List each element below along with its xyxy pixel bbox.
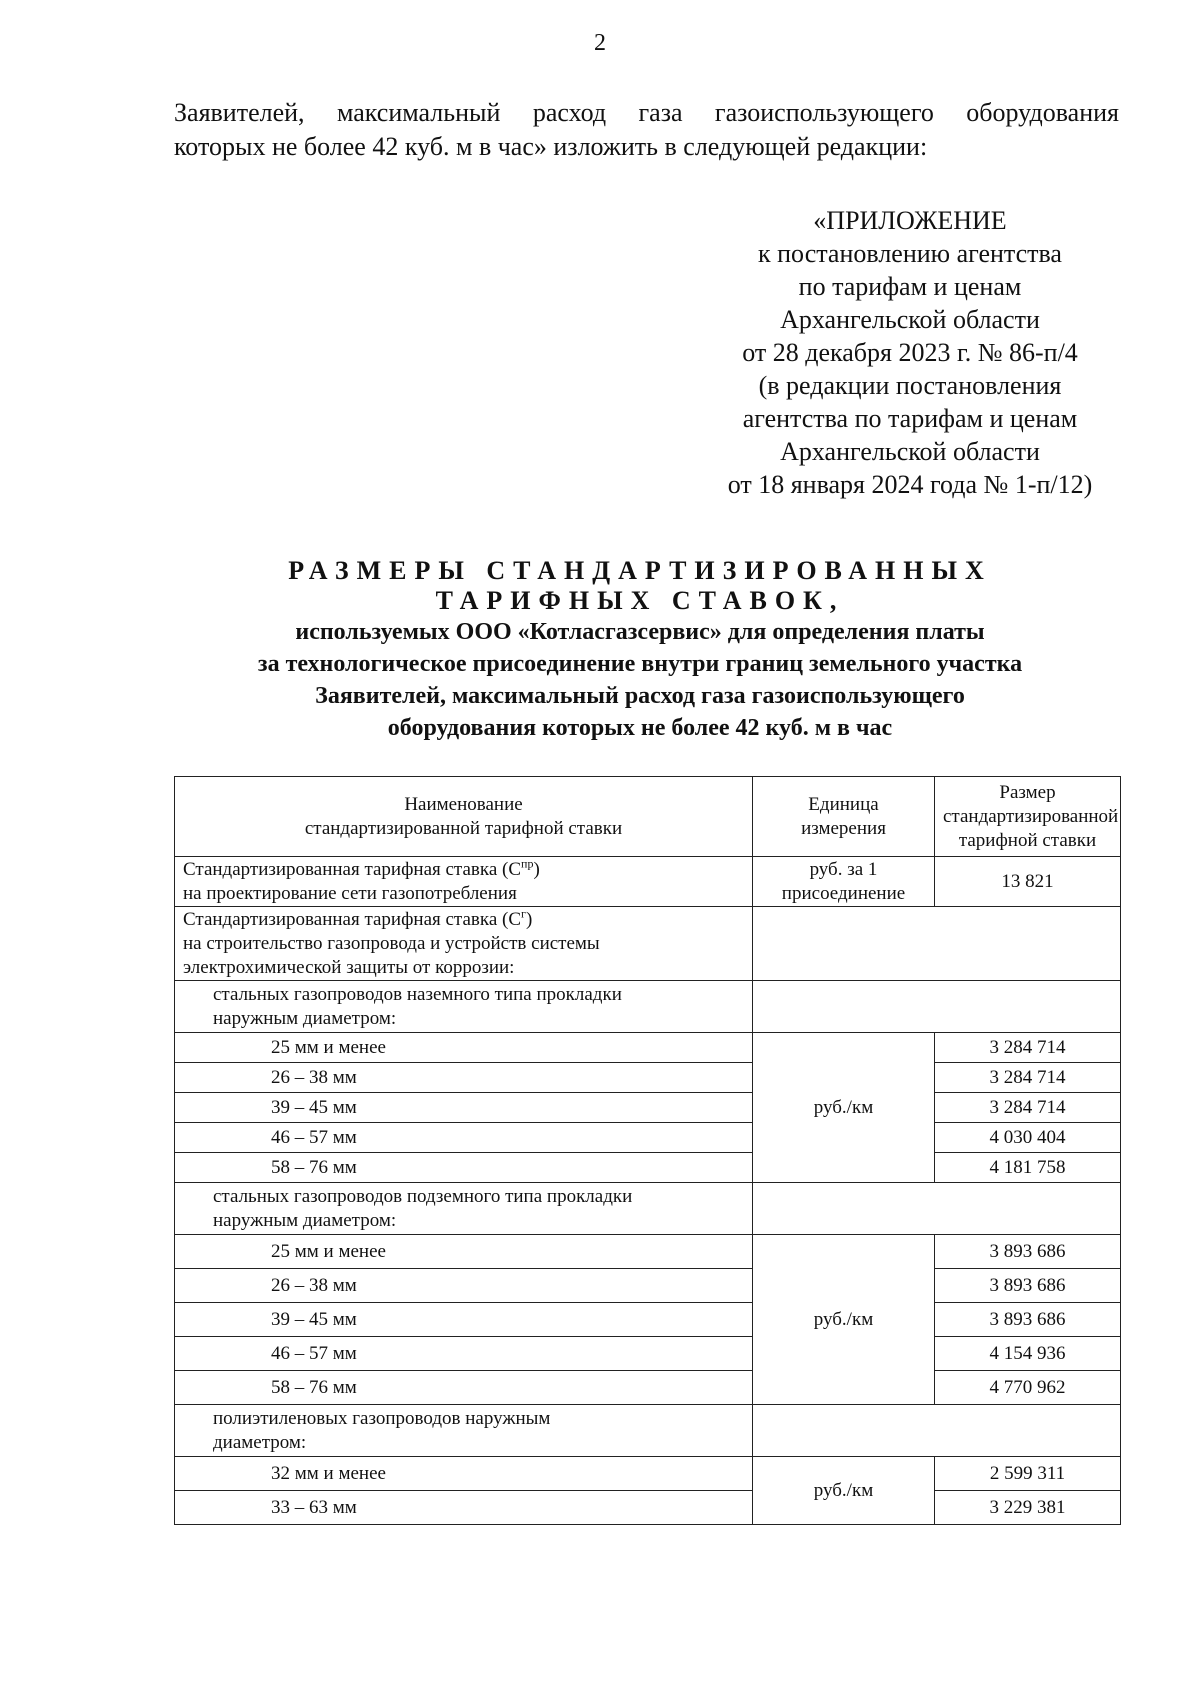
section-label	[175, 1405, 753, 1457]
construction-rate-line: на строительство газопровода и устройств системы	[183, 932, 600, 954]
header-size-line: стандартизированной	[943, 805, 1119, 827]
header-size	[935, 777, 1121, 857]
appendix-line: Архангельской области	[780, 437, 1040, 466]
table-row	[175, 1063, 1121, 1093]
document-heading	[160, 556, 1120, 744]
appendix-line: от 28 декабря 2023 г. № 86-п/4	[742, 338, 1078, 367]
table-row	[175, 1153, 1121, 1183]
table-row	[175, 1303, 1121, 1337]
intro-line: Заявителей, максимальный расход газа газоиспользующего оборудования	[174, 98, 1119, 127]
table-row	[175, 1491, 1121, 1525]
empty-cell	[753, 1405, 1121, 1457]
diameter-label: 26 – 38 мм	[175, 1269, 753, 1303]
rate-value: 4 181 758	[935, 1153, 1121, 1183]
empty-cell	[753, 907, 1121, 981]
section-header-row	[175, 1405, 1121, 1457]
table-row	[175, 1457, 1121, 1491]
table-row	[175, 857, 1121, 907]
rate-value: 3 284 714	[935, 1063, 1121, 1093]
design-rate-superscript: пр	[521, 856, 534, 871]
appendix-line: агентства по тарифам и ценам	[742, 404, 1078, 433]
diameter-label: 46 – 57 мм	[175, 1337, 753, 1371]
design-rate-value: 13 821	[935, 857, 1121, 907]
unit-cell: руб./км	[753, 1457, 935, 1525]
rate-value: 3 893 686	[935, 1303, 1121, 1337]
construction-rate-line: Стандартизированная тарифная ставка $(С^г)$	[183, 906, 533, 930]
design-unit-line: присоединение	[781, 882, 906, 904]
appendix-line: к постановлению агентства	[758, 239, 1062, 268]
page-number: 2	[594, 30, 606, 56]
design-rate-line: Стандартизированная тарифная ставка $(С^{пр})$	[183, 856, 540, 880]
table-row	[175, 1033, 1121, 1063]
header-size-line: Размер	[999, 781, 1056, 803]
diameter-label: 25 мм и менее	[175, 1033, 753, 1063]
section-label-line: наружным диаметром:	[213, 1209, 397, 1231]
section-header-row	[175, 1183, 1121, 1235]
unit-cell: руб./км	[753, 1235, 935, 1405]
diameter-label: 58 – 76 мм	[175, 1371, 753, 1405]
header-size-line: тарифной ставки	[958, 829, 1097, 851]
appendix-line: (в редакции постановления	[758, 371, 1062, 400]
heading-subtitle-line: используемых ООО «Котласгазсервис» для определения платы	[295, 619, 985, 645]
section-label	[175, 1183, 753, 1235]
rate-value: 4 154 936	[935, 1337, 1121, 1371]
intro-line: которых не более 42 куб. м в час» изложить в следующей редакции:	[174, 132, 928, 161]
construction-rate-name	[175, 907, 753, 981]
diameter-label: 33 – 63 мм	[175, 1491, 753, 1525]
table-row	[175, 1093, 1121, 1123]
table-row	[175, 1337, 1121, 1371]
rate-value: 3 284 714	[935, 1093, 1121, 1123]
diameter-label: 26 – 38 мм	[175, 1063, 753, 1093]
construction-rate-superscript: г	[521, 906, 526, 921]
rate-value: 4 030 404	[935, 1123, 1121, 1153]
appendix-line: «ПРИЛОЖЕНИЕ	[813, 206, 1007, 235]
rate-value: 2 599 311	[935, 1457, 1121, 1491]
appendix-line: от 18 января 2024 года № 1-п/12)	[727, 470, 1093, 499]
section-label-line: диаметром:	[213, 1431, 307, 1453]
heading-title-line: ТАРИФНЫХ СТАВОК,	[435, 586, 845, 615]
tariff-table	[174, 776, 1121, 1525]
header-unit-line: измерения	[801, 817, 886, 839]
heading-title-line: РАЗМЕРЫ СТАНДАРТИЗИРОВАННЫХ	[288, 556, 992, 585]
appendix-line: Архангельской области	[780, 305, 1040, 334]
design-unit-line: руб. за 1	[809, 858, 878, 880]
empty-cell	[753, 981, 1121, 1033]
design-rate-line: на проектирование сети газопотребления	[183, 882, 517, 904]
appendix-line: по тарифам и ценам	[798, 272, 1022, 301]
header-name-line: стандартизированной тарифной ставки	[304, 817, 623, 839]
section-label-line: стальных газопроводов подземного типа прокладки	[213, 1185, 633, 1207]
header-name	[175, 777, 753, 857]
intro-paragraph	[174, 96, 1119, 164]
rate-value: 3 893 686	[935, 1235, 1121, 1269]
diameter-label: 25 мм и менее	[175, 1235, 753, 1269]
diameter-label: 46 – 57 мм	[175, 1123, 753, 1153]
header-name-line: Наименование	[404, 793, 523, 815]
heading-subtitle-line: за технологическое присоединение внутри границ земельного участка	[257, 651, 1023, 677]
construction-rate-line: электрохимической защиты от коррозии:	[183, 956, 515, 978]
section-label-line: полиэтиленовых газопроводов наружным	[213, 1407, 551, 1429]
rate-value: 4 770 962	[935, 1371, 1121, 1405]
rate-value: 3 893 686	[935, 1269, 1121, 1303]
table-row	[175, 1235, 1121, 1269]
header-unit-line: Единица	[808, 793, 879, 815]
section-label	[175, 981, 753, 1033]
header-unit	[753, 777, 935, 857]
unit-cell: руб./км	[753, 1033, 935, 1183]
diameter-label: 58 – 76 мм	[175, 1153, 753, 1183]
table-row	[175, 1269, 1121, 1303]
diameter-label: 39 – 45 мм	[175, 1093, 753, 1123]
table-row	[175, 1371, 1121, 1405]
section-label-line: стальных газопроводов наземного типа прокладки	[213, 983, 622, 1005]
design-rate-unit	[753, 857, 935, 907]
heading-subtitle-line: Заявителей, максимальный расход газа газоиспользующего	[315, 683, 965, 709]
table-row	[175, 1123, 1121, 1153]
rate-value: 3 284 714	[935, 1033, 1121, 1063]
heading-subtitle-line: оборудования которых не более 42 куб. м в час	[387, 715, 893, 741]
diameter-label: 39 – 45 мм	[175, 1303, 753, 1337]
section-header-row	[175, 981, 1121, 1033]
table-header-row	[175, 777, 1121, 857]
empty-cell	[753, 1183, 1121, 1235]
appendix-block	[690, 204, 1130, 501]
rate-value: 3 229 381	[935, 1491, 1121, 1525]
section-label-line: наружным диаметром:	[213, 1007, 397, 1029]
design-rate-name	[175, 857, 753, 907]
table-row	[175, 907, 1121, 981]
diameter-label: 32 мм и менее	[175, 1457, 753, 1491]
